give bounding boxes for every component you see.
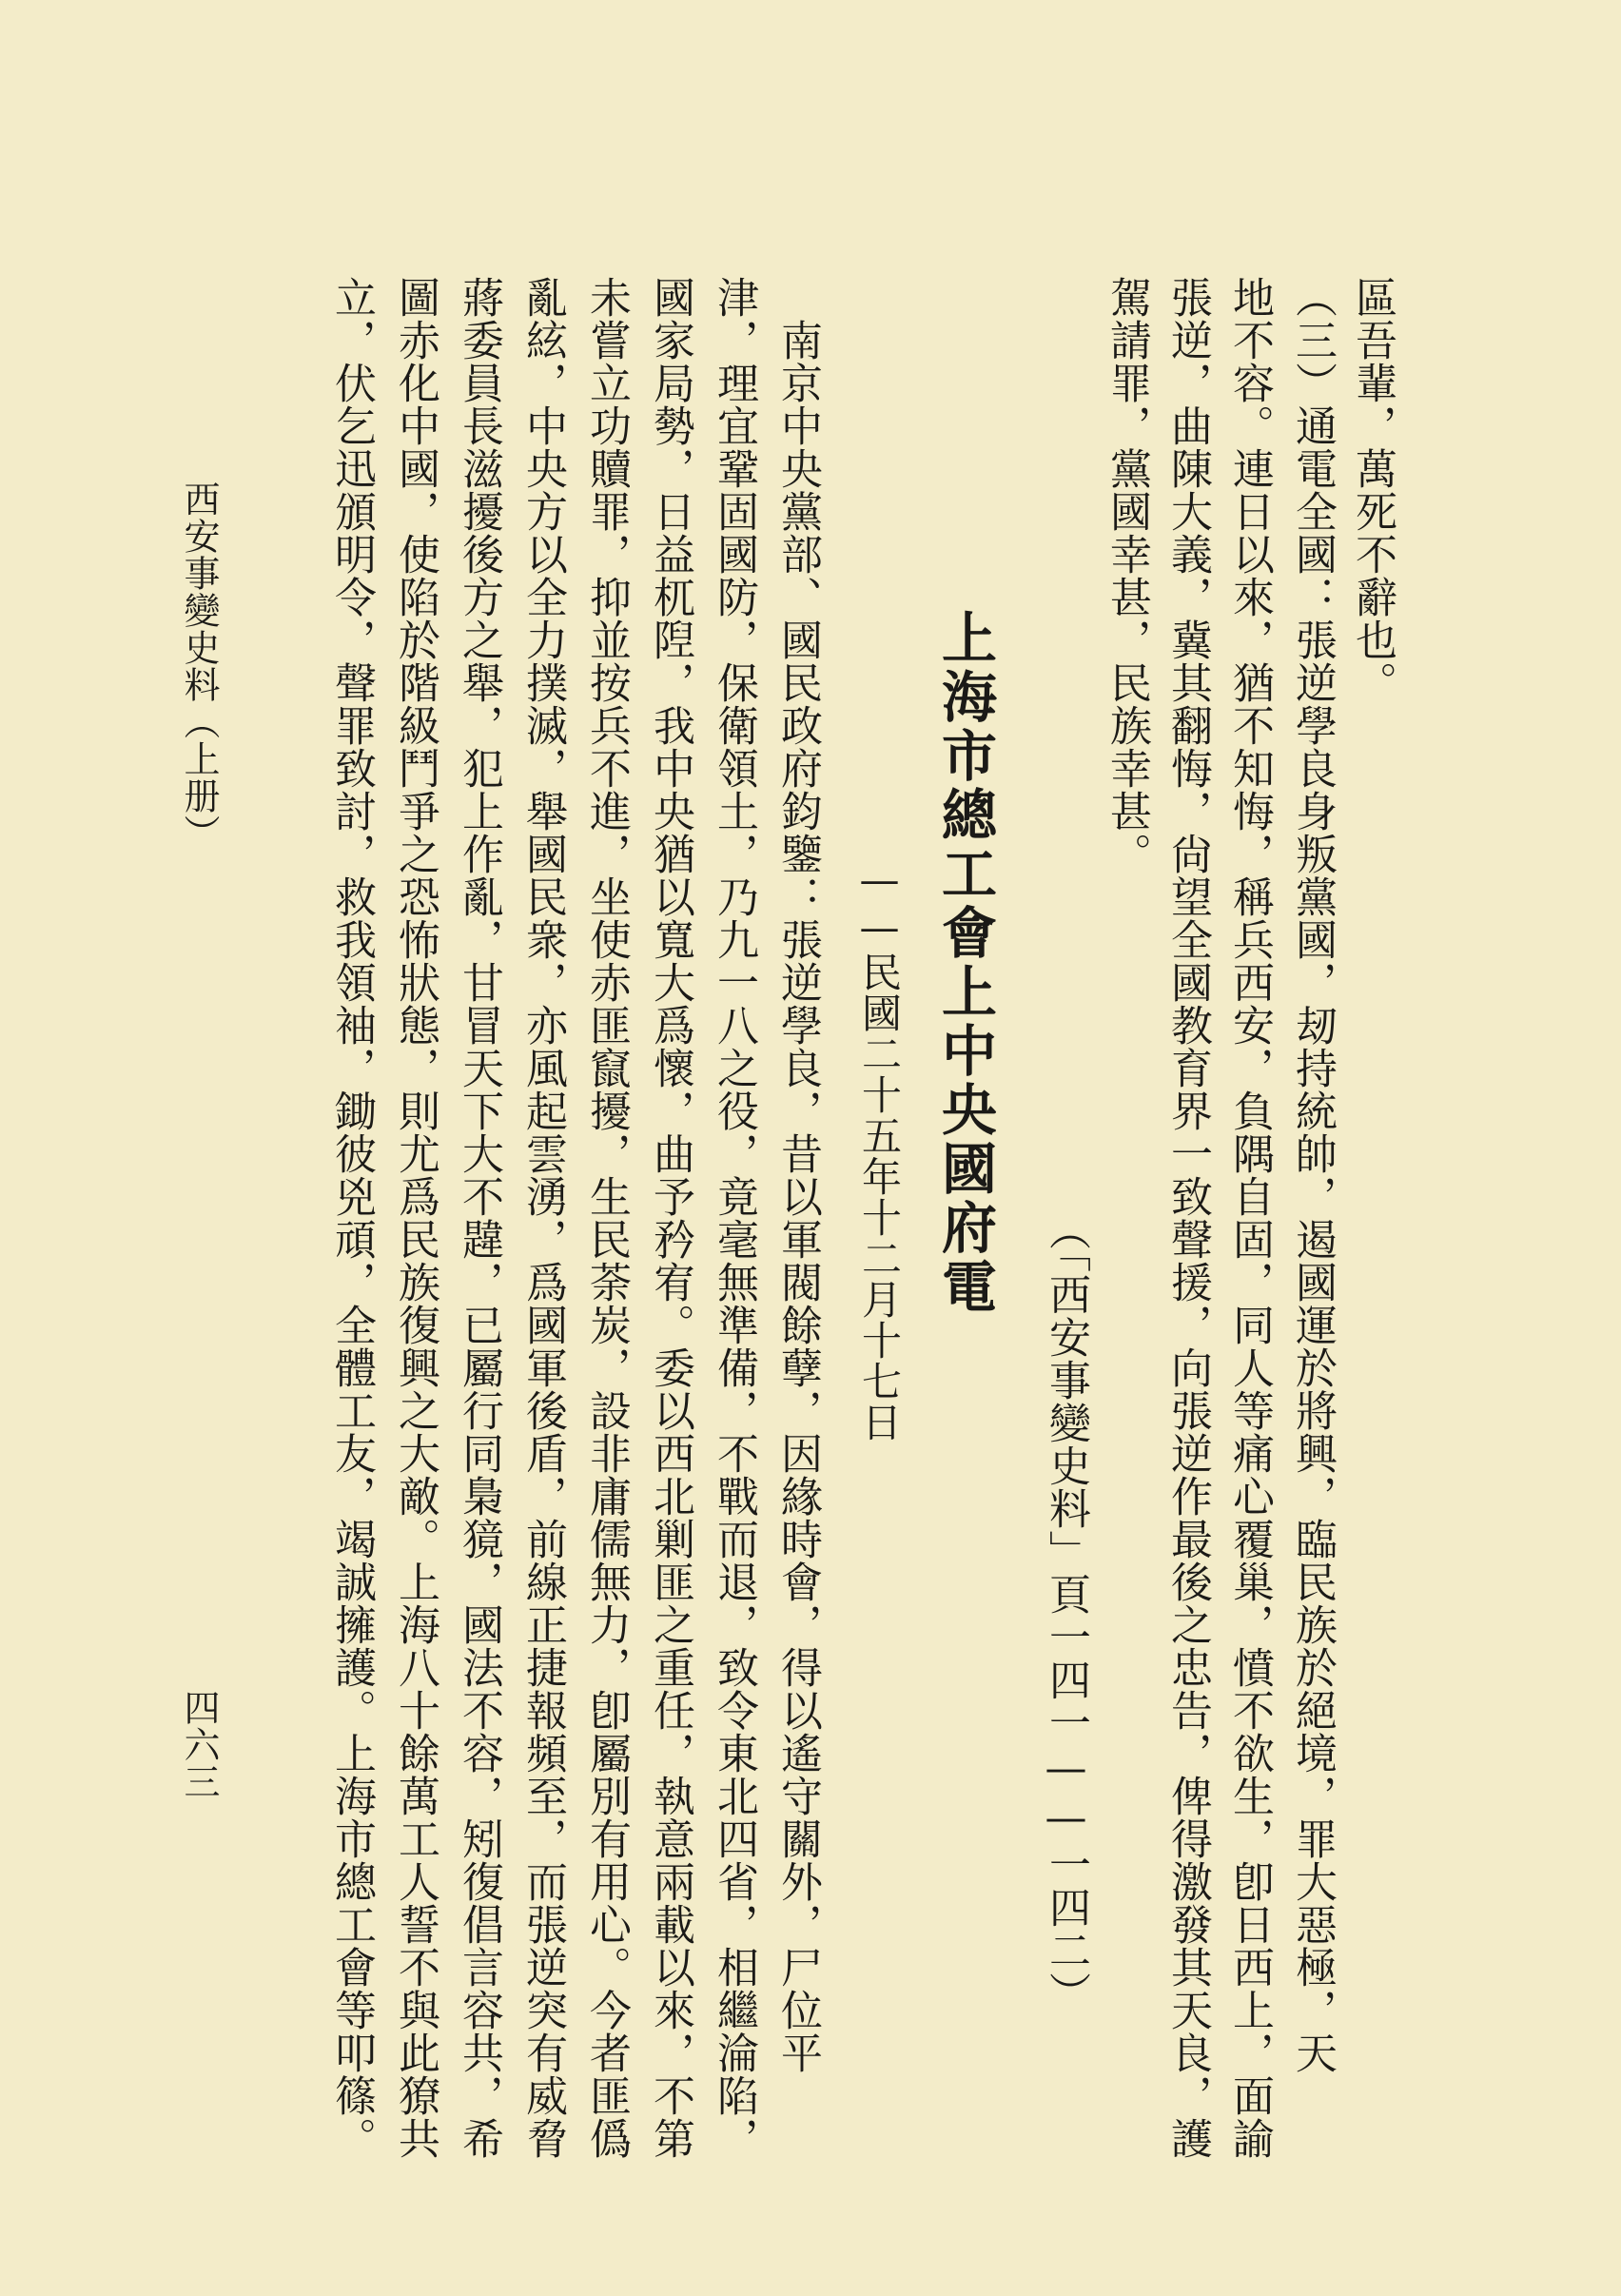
prev-line-4: 張逆，曲陳大義，冀其翻悔，尙望全國教育界一致聲援，向張逆作最後之忠告，俾得激發其天良，護 (1163, 276, 1212, 2160)
body-line-3: 國家局勢，日益杌隉，我中央猶以寬大爲懷，曲予矜宥。委以西北剿匪之重任，執意兩載以來，不第 (646, 276, 694, 2160)
body-line-5: 亂絃，中央方以全力撲滅，舉國民衆，亦風起雲湧，爲國軍後盾，前線正捷報頻至，而張逆突有威脅 (518, 276, 567, 2160)
prev-line-1: 區吾輩，萬死不辭也。 (1348, 276, 1396, 704)
body-line-4: 未嘗立功贖罪，抑並按兵不進，坐使赤匪竄擾，生民荼炭，設非庸儒無力，卽屬別有用心。今者匪僞 (582, 276, 631, 2160)
body-line-7: 圖赤化中國，使陷於階級鬥爭之恐怖狀態，則尤爲民族復興之大敵。上海八十餘萬工人誓不與此獠共 (391, 276, 439, 2160)
body-line-8: 立，伏乞迅頒明令，聲罪致討，救我領袖，鋤彼兇頑，全體工友，竭誠擁護。上海市總工會等叩篠。 (327, 276, 376, 2160)
body-line-2: 津，理宜鞏固國防，保衛領土，乃九一八之役，竟毫無準備，不戰而退，致令東北四省，相繼淪陷， (710, 276, 758, 2160)
page-number: 四六三 (178, 1689, 220, 1800)
citation: （「西安事變史料」頁一四一——一四二） (1042, 1208, 1090, 2014)
body-line-1: 南京中央黨部、國民政府鈞鑒：張逆學良，昔以軍閥餘孽，因緣時會，得以遙守關外，尸位平 (773, 319, 822, 2074)
prev-line-2: （三）通電全國：張逆學良身叛黨國，刼持統帥，遏國運於將興，臨民族於絕境，罪大惡極，天 (1288, 276, 1337, 2074)
body-line-6: 蔣委員長滋擾後方之舉，犯上作亂，甘冒天下大不韙，已屬行同梟獍，國法不容，矧復倡言容共，希 (455, 276, 503, 2160)
book-title-footer: 西安事變史料（上册） (178, 481, 220, 852)
prev-line-5: 駕請罪，黨國幸甚，民族幸甚。 (1103, 276, 1151, 875)
document-date: ——民國二十五年十二月十七日 (856, 856, 903, 1442)
document-title: 上海市總工會上中央國府電 (932, 609, 997, 1317)
prev-line-3: 地不容。連日以來，猶不知悔，稱兵西安，負隅自固，同人等痛心覆巢，憤不欲生，卽日西上，面諭 (1225, 276, 1274, 2160)
